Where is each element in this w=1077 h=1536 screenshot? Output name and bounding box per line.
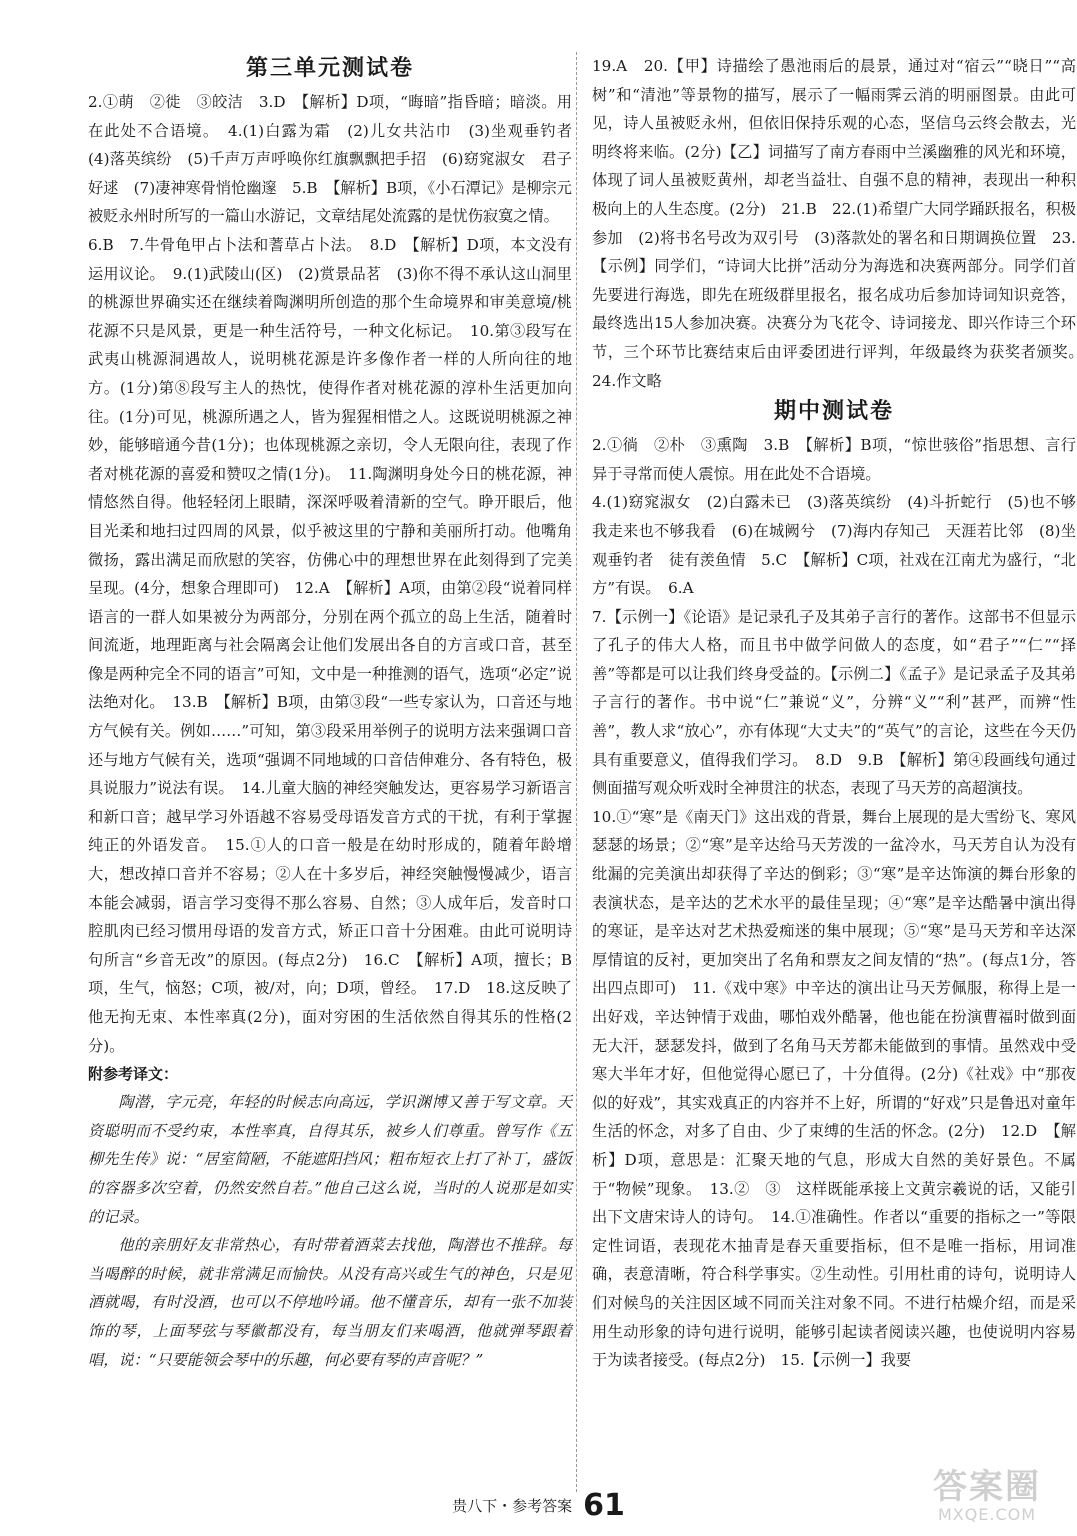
translation-label: 附参考译文： (88, 1065, 179, 1084)
midterm-test-title: 期中测试卷 (773, 399, 894, 425)
footer-label: 贵八下・参考答案 (452, 1497, 573, 1515)
translation-para-2: 他的亲朋好友非常热心，有时带着酒菜去找他，陶潜也不推辞。每当喝醉的时候，就非常满足而愉快。从没有高兴或生气的神色，只是见酒就喝，有时没酒，也可以不停地吟诵。他不懂音乐，却有一张不加装饰的琴，上面琴弦与琴徽都没有，每当朋友们来喝酒，他就弹琴跟着唱，说：“只要能领会琴中的乐趣，何必要有琴的声音呢？” (88, 1236, 572, 1369)
right-column (592, 52, 1076, 1375)
watermark (903, 1468, 1071, 1528)
left-column (88, 52, 588, 1374)
column-divider (576, 52, 578, 1492)
unit3-test-title: 第三单元测试卷 (245, 56, 414, 81)
midterm-answers-part4: 10.①“寒”是《南天门》这出戏的背景，舞台上展现的是大雪纷飞、寒风瑟瑟的场景；②“寒”是辛达给马天芳泼的一盆冷水，马天芳自认为没有纰漏的完美演出却获得了辛达的倒彩；③“寒”是辛达饰演的舞台形象的表演状态，是辛达的艺术水平的最佳呈现；④“寒”是辛达酷暑中演出得的寒证，是辛达对艺术热爱痴迷的集中展现；⑤“寒”是马天芳和辛达深厚情谊的反衬，更加突出了名角和票友之间友情的“热”。(每点1分，答出四点即可) 11.《戏中寒》中辛达的演出让马天芳佩服，称得上是一出好戏，辛达钟情于戏曲，哪怕戏外酷暑，他也能在扮演曹福时做到面无大汗，瑟瑟发抖，做到了名角马天芳都未能做到的事情。虽然戏中受寒大半年才好，但他觉得心愿已了，十分值得。(2分)《社戏》中“那夜似的好戏”，其实戏真正的内容并不上好，所谓的“好戏”只是鲁迅对童年生活的怀念，对多了自由、少了束缚的生活的怀念。(2分) 12.D 【解析】D项，意思是：汇聚天地的气息，形成大自然的美好景色。不属于“物候”现象。 13.② ③ 这样既能承接上文黄宗羲说的话，又能引出下文唐宋诗人的诗句。 14.①准确性。作者以“重要的指标之一”等限定性词语，表现花木抽青是春天重要指标，但不是唯一指标，用词准确，表意清晰，符合科学事实。②生动性。引用杜甫的诗句，说明诗人们对候鸟的关注因区域不同而关注对象不同。不进行枯燥介绍，而是采用生动形象的诗句进行说明，能够引起读者阅读兴趣，也使说明内容易于为读者接受。(每点2分) 15.【示例一】我要 (592, 807, 1076, 1370)
unit3-answers-part2: 6.B 7.牛骨龟甲占卜法和蓍草占卜法。 8.D 【解析】D项，本文没有运用议论。 9.(1)武陵山(区) (2)赏景品茗 (3)你不得不承认这山洞里的桃源世界确实还在继续着陶渊明所创造的那个生命境界和审美意境/桃花源不只是风景，更是一种生活符号，一种文化标记。 10.第③段写在武夷山桃源洞遇故人，说明桃花源是许多像作者一样的人所向往的地方。(1分)第⑧段写主人的热忱，使得作者对桃花源的淳朴生活更加向往。(1分)可见，桃源所遇之人，皆为猩猩相惜之人。这既说明桃源之神妙，能够暗通今昔(1分)；也体现桃源之亲切，令人无限向往，表现了作者对桃花源的喜爱和赞叹之情(1分)。 11.陶渊明身处今日的桃花源，神情悠然自得。他轻轻闭上眼睛，深深呼吸着清新的空气。睁开眼后，他目光柔和地扫过四周的风景，似乎被这里的宁静和美丽所打动。他嘴角微扬，露出满足而欣慰的笑容，仿佛心中的理想世界在此刻得到了完美呈现。(4分，想象合理即可) 12.A 【解析】A项，由第②段“说着同样语言的一群人如果被分为两部分，分别在两个孤立的岛上生活，随着时间流逝，地理距离与社会隔离会让他们发展出各自的方言或口音，甚至像是两种完全不同的语言”可知，文中是一种推测的语气，选项“必定”说法绝对化。 13.B 【解析】B项，由第③段“一些专家认为，口音还与地方气候有关。例如……”可知，第③段采用举例子的说明方法来强调口音还与地方气候有关，选项“强调不同地域的口音佶伸难分、各有特色，极具说服力”说法有误。 14.儿童大脑的神经突触发达，更容易学习新语言和新口音；越早学习外语越不容易受母语发音方式的干扰，有利于掌握纯正的外语发音。 15.①人的口音一般是在幼时形成的，随着年龄增大，想改掉口音并不容易；②人在十多岁后，神经突触慢慢减少，语言本能会减弱，语言学习变得不那么容易、自然；③人成年后，发音时口腔肌肉已经习惯用母语的发音方式，矫正口音十分困难。由此可说明诗句所言“乡音无改”的原因。(每点2分) 16.C 【解析】A项，擅长；B项，生气，恼怒；C项，被/对，向；D项，曾经。 17.D 18.这反映了他无拘无束、本性率真(2分)，面对穷困的生活依然自得其乐的性格(2分)。 (88, 235, 572, 1055)
page-number: 61 (583, 1488, 625, 1523)
translation-para-1: 陶潜，字元亮，年轻的时候志向高远，学识渊博又善于写文章。天资聪明而不受约束，本性率真，自得其乐，被乡人们尊重。曾写作《五柳先生传》说：“居室简陋，不能遮阳挡风；粗布短衣上打了补丁，盛饭的容器多次空着，仍然安然自若。”他自己这么说，当时的人说那是如实的记录。 (88, 1093, 572, 1226)
watermark-logo: 答案圈 (933, 1467, 1041, 1507)
midterm-answers-part1: 2.①徜 ②朴 ③熏陶 3.B 【解析】B项，“惊世骇俗”指思想、言行异于寻常而使人震惊。用在此处不合语境。 (592, 436, 1076, 483)
midterm-answers-part2: 4.(1)窈窕淑女 (2)白露未已 (3)落英缤纷 (4)斗折蛇行 (5)也不够我走来也不够我看 (6)在城阙兮 (7)海内存知己 天涯若比邻 (8)坐观垂钓者 徒有羡鱼情 5.C 【解析】C项，社戏在江南尤为盛行，“北方”有误。 6.A (592, 493, 1076, 598)
midterm-answers-part3: 7.【示例一】《论语》是记录孔子及其弟子言行的著作。这部书不但显示了孔子的伟大人格，而且书中做学问做人的态度，如“君子”“仁”“择善”等都是可以让我们终身受益的。【示例二】《孟子》是记录孟子及其弟子言行的著作。书中说“仁”兼说“义”，分辨“义”“利”甚严，而辨“性善”，教人求“放心”，亦有体现“大丈夫”的“英气”的言论，这些在今天仍具有重要意义，值得我们学习。 8.D 9.B 【解析】第④段画线句通过侧面描写观众听戏时全神贯注的状态，表现了马天芳的高超演技。 (592, 607, 1076, 798)
unit3-answers-continued: 19.A 20.【甲】诗描绘了愚池雨后的晨景，通过对“宿云”“晓日”“高树”和“清池”等景物的描写，展示了一幅雨霁云消的明丽图景。由此可见，诗人虽被贬永州，但依旧保持乐观的心态，坚信乌云终会散去，光明终将来临。(2分)【乙】词描写了南方春雨中兰溪幽雅的风光和环境，体现了词人虽被贬黄州，却老当益壮、自强不息的精神，表现出一种积极向上的人生态度。(2分) 21.B 22.(1)希望广大同学踊跃报名，积极参加 (2)将书名号改为双引号 (3)落款处的署名和日期调换位置 23.【示例】同学们，“诗词大比拼”活动分为海选和决赛两部分。同学们首先要进行海选，即先在班级群里报名，报名成功后参加诗词知识竞答，最终选出15人参加决赛。决赛分为飞花令、诗词接龙、即兴作诗三个环节，三个环节比赛结束后由评委团进行评判，年级最终为获奖者颁奖。 24.作文略 (592, 57, 1076, 390)
watermark-url: MXQE.COM (937, 1505, 1037, 1524)
unit3-answers-part1: 2.①萌 ②徙 ③皎洁 3.D 【解析】D项，“晦暗”指昏暗；暗淡。用在此处不合语境。 4.(1)白露为霜 (2)儿女共沾巾 (3)坐观垂钓者 (4)落英缤纷 (5)千声万声呼唤你红旗飘飘把手招 (6)窈窕淑女 君子好逑 (7)凄神寒骨悄怆幽邃 5.B 【解析】B项，《小石潭记》是柳宗元被贬永州时所写的一篇山水游记，文章结尾处流露的是忧伤寂寞之情。 (88, 93, 588, 226)
